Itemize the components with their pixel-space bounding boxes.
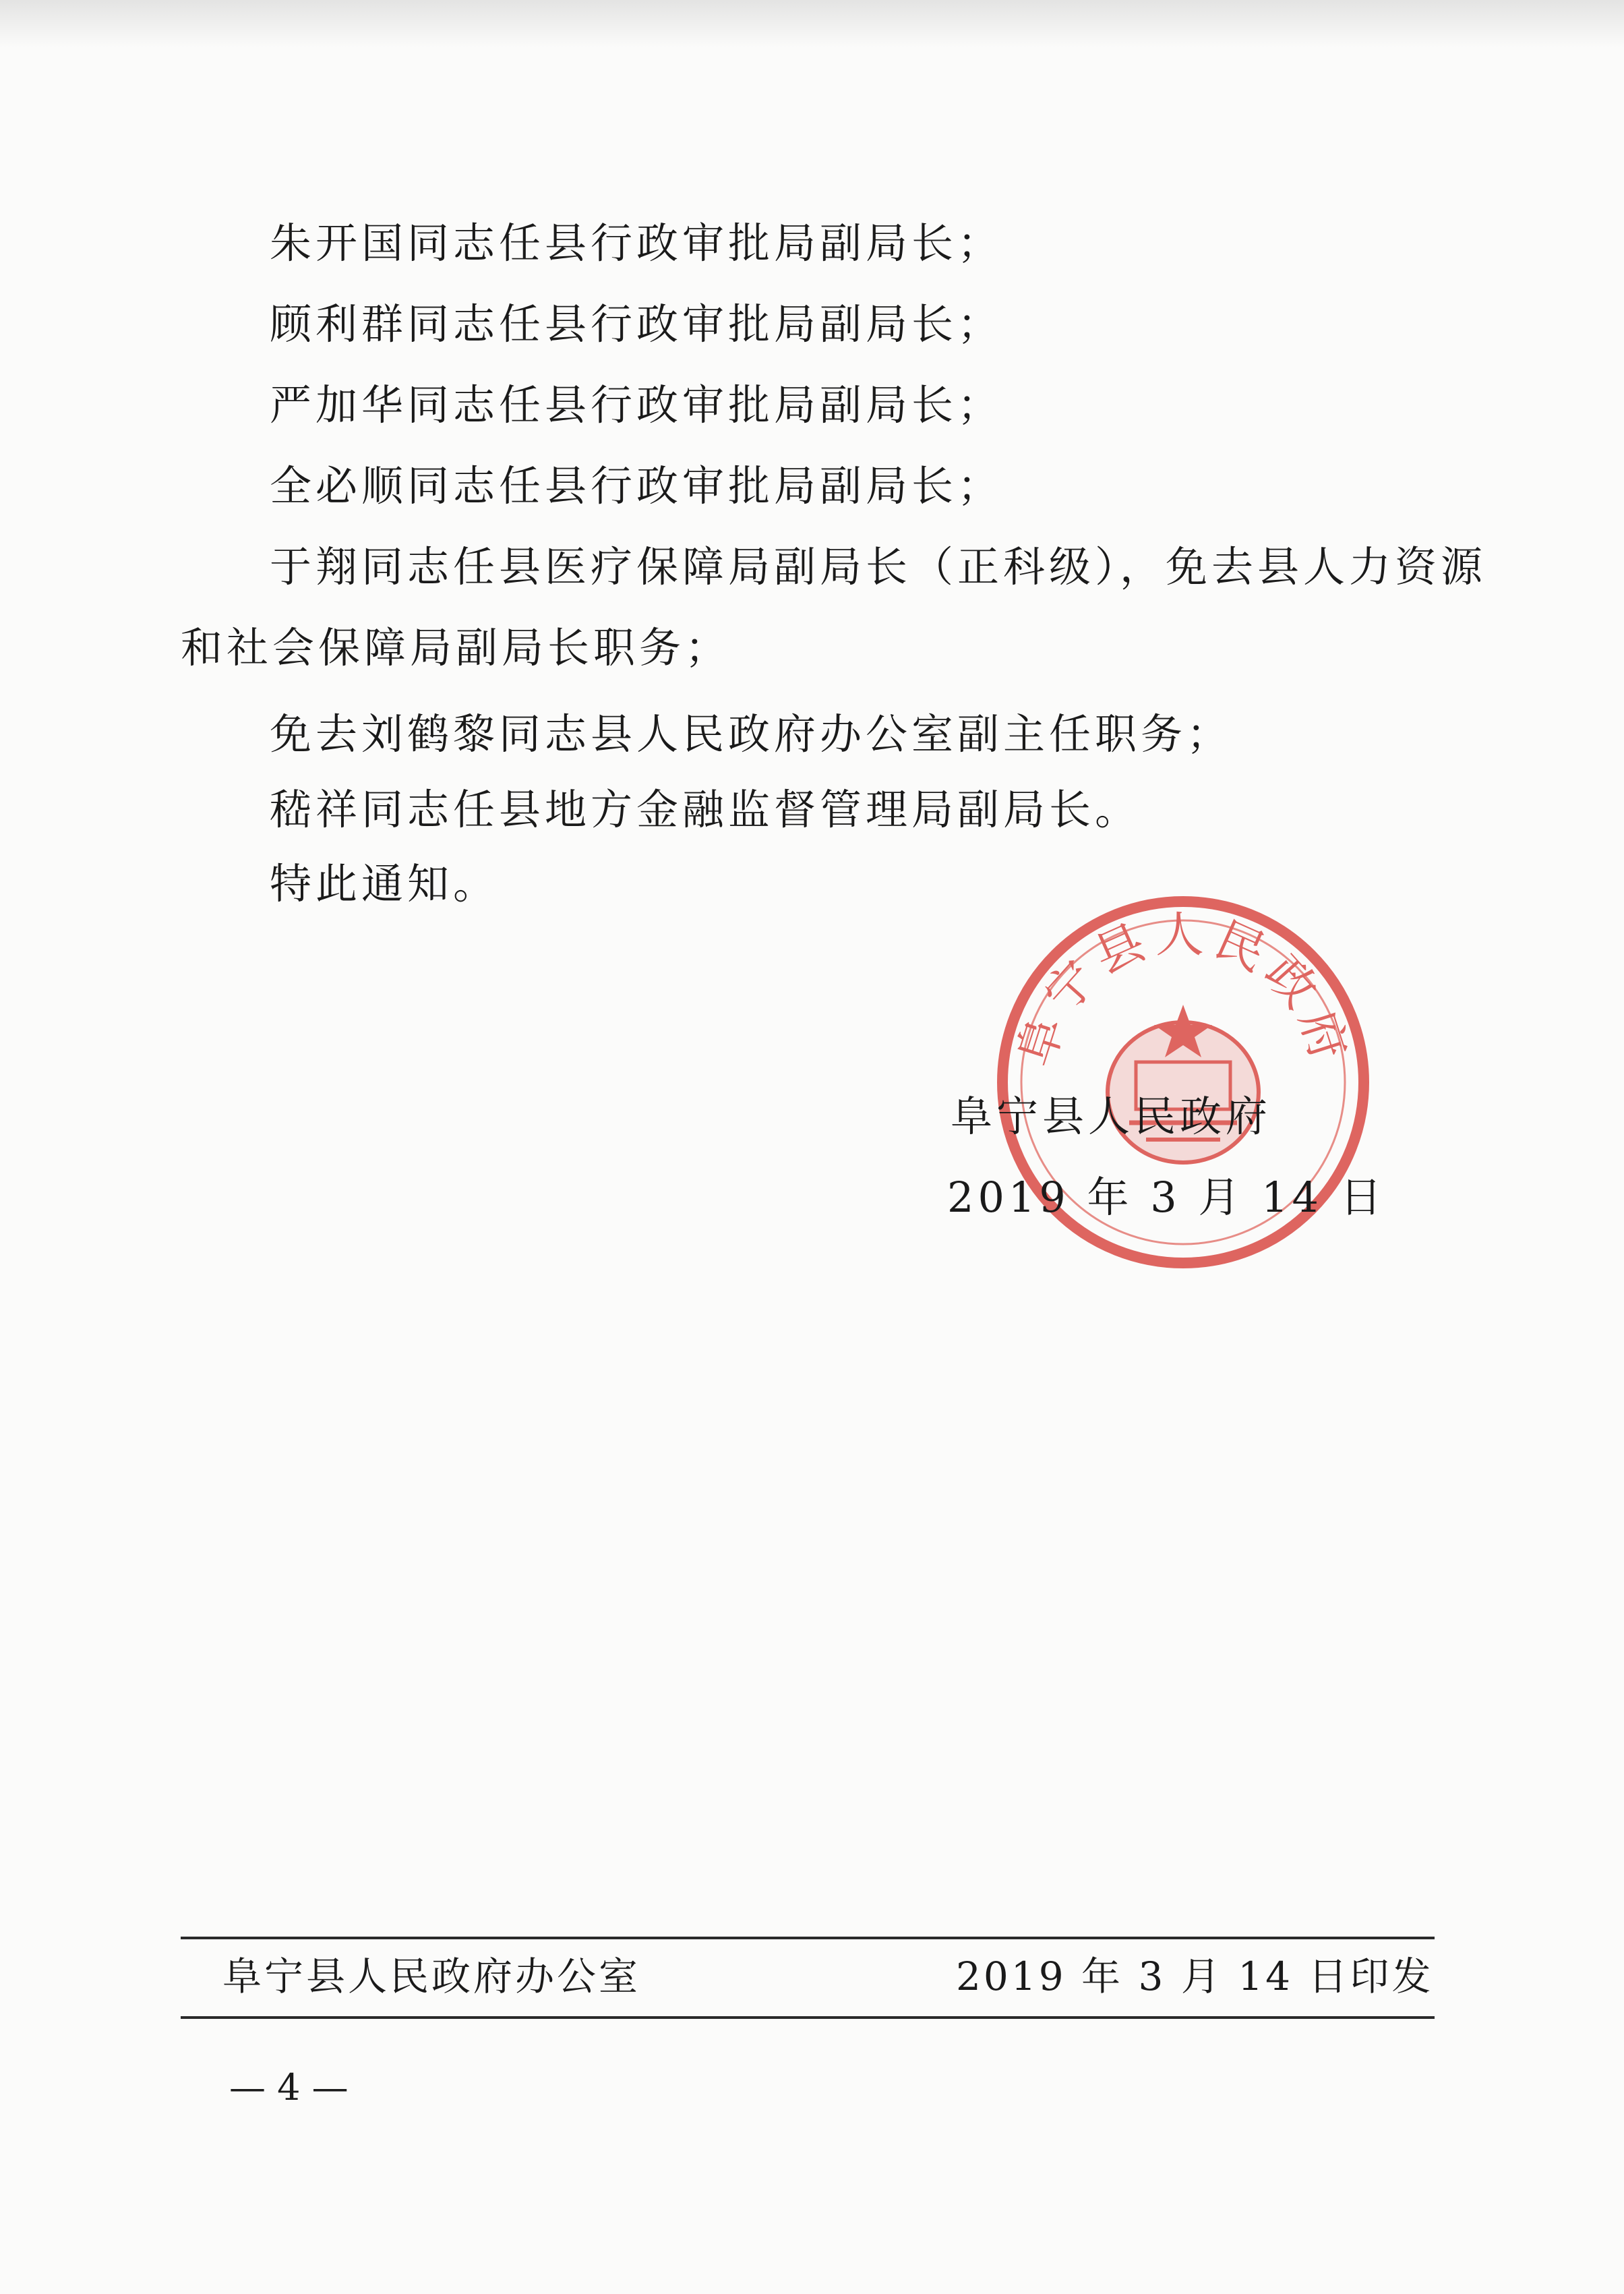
footer-print-date: 2019 年 3 月 14 日印发 (956, 1953, 1434, 1999)
seal-text: 阜宁县人民政府 (1006, 906, 1360, 1074)
paragraph-3: 严加华同志任县行政审批局副局长； (270, 380, 1004, 430)
page-number: — 4 — (229, 2066, 349, 2109)
footer-top-rule (181, 1937, 1435, 1939)
paragraph-1: 朱开国同志任县行政审批局副局长； (270, 218, 1004, 268)
scan-edge-shadow (0, 0, 1624, 47)
paragraph-2: 顾利群同志任县行政审批局副局长； (270, 299, 1004, 349)
paragraph-6: 免去刘鹤黎同志县人民政府办公室副主任职务； (270, 709, 1233, 759)
paragraph-7: 嵇祥同志任县地方金融监督管理局副局长。 (270, 785, 1141, 834)
footer-issuing-office: 阜宁县人民政府办公室 (222, 1953, 641, 1999)
paragraph-5-continued: 和社会保障局副局长职务； (181, 623, 731, 672)
issue-date: 2019 年 3 月 14 日 (947, 1173, 1386, 1222)
paragraph-4: 全必顺同志任县行政审批局副局长； (270, 461, 1004, 510)
issuer-name: 阜宁县人民政府 (951, 1092, 1272, 1141)
paragraph-5: 于翔同志任县医疗保障局副局长（正科级），免去县人力资源 (270, 542, 1487, 591)
footer-bottom-rule (181, 2016, 1435, 2019)
closing-remark: 特此通知。 (270, 859, 500, 908)
